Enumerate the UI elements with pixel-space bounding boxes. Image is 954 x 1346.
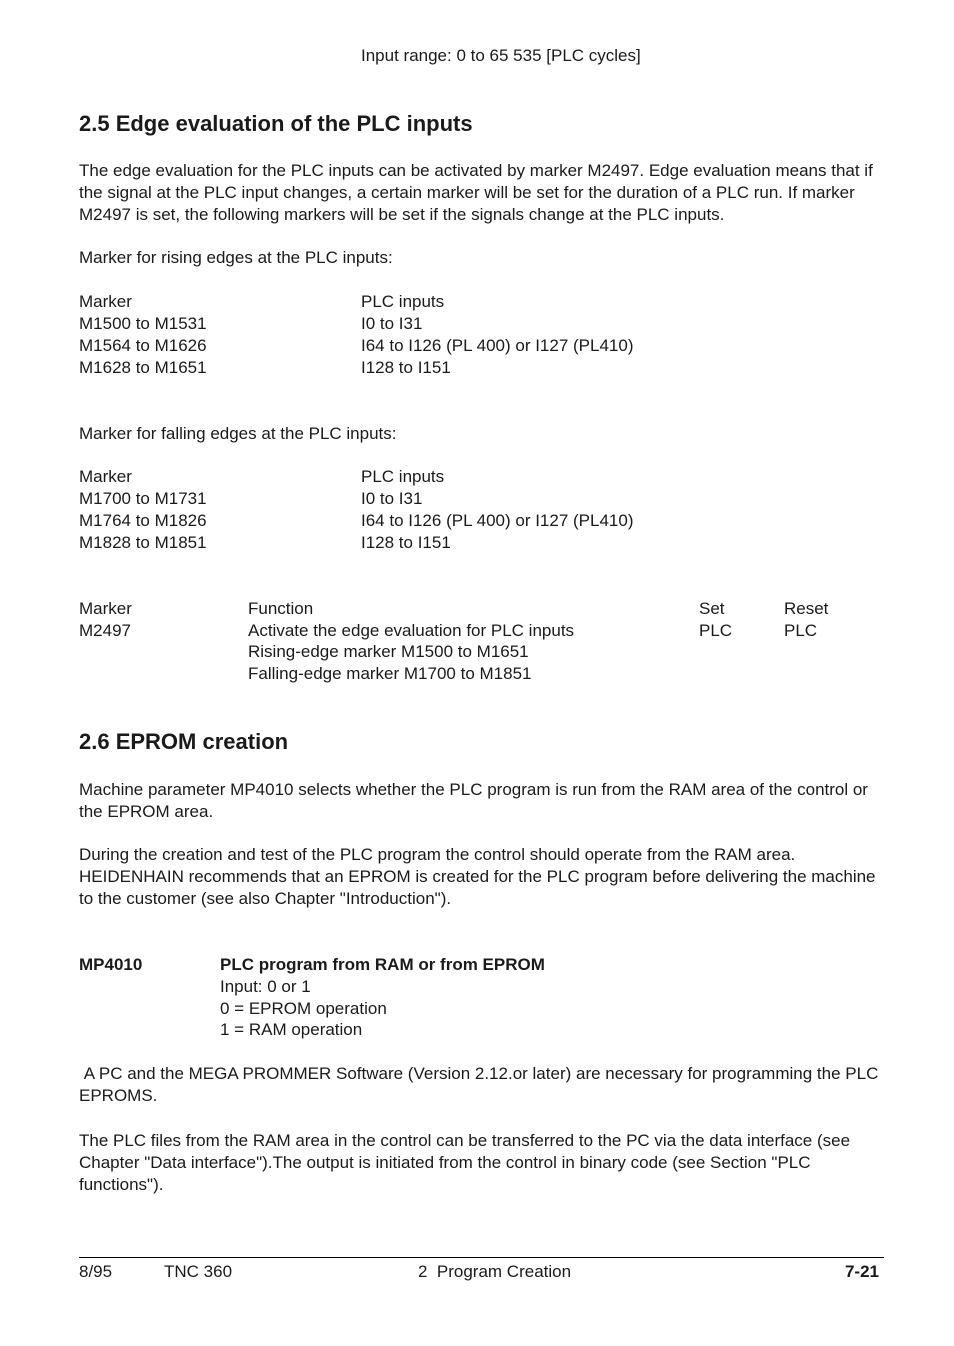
eprom-paragraph-2: During the creation and test of the PLC program the control should operate from the RAM area. HEIDENHAIN recommends that an EPROM is created for the PLC program before delivering the machine to the customer (see also Chapter "Introduction"). bbox=[79, 845, 876, 908]
falling-marker-cell: M1764 to M1826 bbox=[79, 511, 207, 530]
eprom-paragraph-1: Machine parameter MP4010 selects whether the PLC program is run from the RAM area of the control or the EPROM area. bbox=[79, 780, 868, 821]
rising-marker-cell: M1564 to M1626 bbox=[79, 336, 207, 355]
rising-marker-cell: M1500 to M1531 bbox=[79, 314, 207, 333]
footer-chapter: 2 Program Creation bbox=[418, 1262, 572, 1281]
falling-inputs-cell: I0 to I31 bbox=[361, 489, 423, 508]
rising-inputs-cell: I0 to I31 bbox=[361, 314, 423, 333]
header-function: Function bbox=[248, 599, 314, 618]
rising-inputs-cell: I128 to I151 bbox=[361, 358, 451, 377]
footer-rule bbox=[79, 1257, 884, 1258]
function-line: Rising-edge marker M1500 to M1651 bbox=[248, 642, 529, 661]
reset-cell: PLC bbox=[784, 621, 818, 640]
footer-page-number: 7-21 bbox=[844, 1262, 879, 1281]
header-reset: Reset bbox=[784, 599, 829, 618]
falling-header-inputs: PLC inputs bbox=[361, 467, 445, 486]
edge-intro-paragraph: The edge evaluation for the PLC inputs can be activated by marker M2497. Edge evaluation means that if the signal at the PLC input changes, a certain marker will be set for the duration of a PLC run. If marker M2497 is set, the following markers will be set if the signals change at the PLC inputs. bbox=[79, 161, 873, 224]
eprom-paragraph-3: A PC and the MEGA PROMMER Software (Version 2.12.or later) are necessary for programming the PLC EPROMS. bbox=[79, 1064, 884, 1105]
falling-inputs-cell: I128 to I151 bbox=[361, 533, 451, 552]
falling-header-marker: Marker bbox=[79, 467, 132, 486]
function-line: Activate the edge evaluation for PLC inputs bbox=[248, 621, 575, 640]
mp-id: MP4010 bbox=[79, 955, 143, 974]
mp-line: 0 = EPROM operation bbox=[220, 999, 387, 1018]
header-marker: Marker bbox=[79, 599, 132, 618]
set-cell: PLC bbox=[699, 621, 733, 640]
eprom-paragraph-4: The PLC files from the RAM area in the control can be transferred to the PC via the data interface (see Chapter "Data interface").The output is initiated from the control in binary code (see Section "PLC functions"). bbox=[79, 1131, 851, 1194]
footer-date: 8/95 bbox=[79, 1262, 113, 1281]
rising-header-inputs: PLC inputs bbox=[361, 292, 445, 311]
falling-marker-cell: M1828 to M1851 bbox=[79, 533, 207, 552]
function-line: Falling-edge marker M1700 to M1851 bbox=[248, 664, 532, 683]
falling-marker-cell: M1700 to M1731 bbox=[79, 489, 207, 508]
falling-edges-label: Marker for falling edges at the PLC inputs: bbox=[79, 424, 397, 443]
section-heading-2-5: 2.5 Edge evaluation of the PLC inputs bbox=[79, 111, 473, 136]
marker-cell: M2497 bbox=[79, 621, 131, 640]
rising-edges-label: Marker for rising edges at the PLC inputs: bbox=[79, 248, 393, 267]
rising-header-marker: Marker bbox=[79, 292, 132, 311]
mp-line: 1 = RAM operation bbox=[220, 1020, 363, 1039]
mp-line: Input: 0 or 1 bbox=[220, 977, 311, 996]
section-heading-2-6: 2.6 EPROM creation bbox=[79, 729, 289, 754]
rising-marker-cell: M1628 to M1651 bbox=[79, 358, 207, 377]
header-set: Set bbox=[699, 599, 725, 618]
footer-product: TNC 360 bbox=[164, 1262, 233, 1281]
rising-inputs-cell: I64 to I126 (PL 400) or I127 (PL410) bbox=[361, 336, 634, 355]
mp-title: PLC program from RAM or from EPROM bbox=[220, 955, 545, 974]
top-line: Input range: 0 to 65 535 [PLC cycles] bbox=[361, 46, 641, 65]
falling-inputs-cell: I64 to I126 (PL 400) or I127 (PL410) bbox=[361, 511, 634, 530]
